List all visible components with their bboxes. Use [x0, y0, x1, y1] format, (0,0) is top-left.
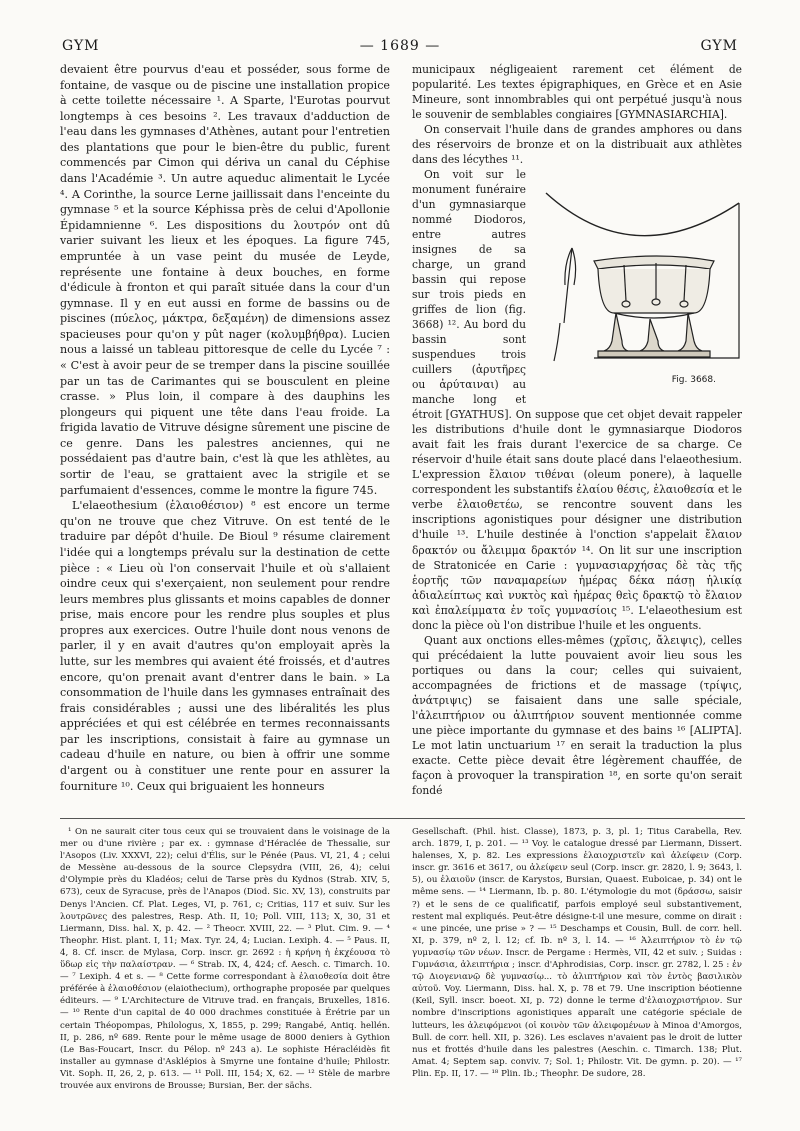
right-column: [412, 62, 742, 798]
figure-3668: [534, 173, 746, 393]
basin-illustration: [534, 173, 746, 373]
paragraph: municipaux négligeaient rarement cet élément de popularité. Les textes épigraphiques, en Grèce et en Asie Mineure, sont innombrables qui ont perpétué jusqu'à nous le souvenir de semblables congiaires [GYMNASIARCHIA].: [412, 63, 742, 122]
header-left: GYM: [62, 38, 100, 54]
paragraph: devaient être pourvus d'eau et posséder, sous forme de fontaine, de vasque ou de piscine une installation propice à cette toilette nécessaire ¹. A Sparte, l'Eurotas pourvut longtemps à ces besoins ². Les travaux d'adduction de l'eau dans les gymnases d'Athènes, autant pour l'entretien des plantations que pour le bien-être du public, furent commencés par Cimon qui dériva un canal du Céphise dans l'Académie ³. Un autre aqueduc alimentait le Lycée ⁴. A Corinthe, la source Lerne jaillissait dans l'enceinte du gymnase ⁵ et la source Képhissa près de celui d'Apollonie Épidamnienne ⁶. Les dispositions du λουτρόν ont dû varier suivant les lieux et les époques. La figure 745, empruntée à un vase peint du musée de Leyde, représente une fontaine à deux bouches, en forme d'édicule à fronton et qui paraît située dans la cour d'un gymnase. Il y en eut aussi en forme de bassins ou de piscines (πύελος, μάκτρα, δεξαμένη) de dimensions assez spacieuses pour qu'on y pût nager (κολυμβήθρα). Lucien nous a laissé un tableau pittoresque de celle du Lycée ⁷ : « C'est à avoir peur de se tremper dans la piscine souillée par un tas de Carimantes qui se bousculent en pleine crasse. » Plus loin, il compare à des dauphins les plongeurs qui piquent une tête dans l'eau froide. La frigida lavatio de Vitruve désigne sûrement une piscine de ce genre. Dans les palestres anciennes, qui ne possédaient pas d'autre bain, c'est là que les athlètes, au sortir de l'eau, se grattaient avec la strigile et se parfumaient d'essences, comme le montre la figure 745.: [60, 63, 390, 497]
paragraph: L'elaeothesium (ἐλαιοθέσιον) ⁸ est encore un terme qu'on ne trouve que chez Vitruve. On est tenté de le traduire par dépôt d'huile. De Bioul ⁹ résume clairement l'idée qui a longtemps prévalu sur la destination de cette pièce : « Lieu où l'on conservait l'huile et où s'allaient oindre ceux qui s'exerçaient, non seulement pour rendre leurs membres plus glissants et moins capables de donner prise, mais encore pour les rendre plus souples et plus propres aux exercices. Outre l'huile dont nous venons de parler, il y en avait d'autres qu'on employait après la lutte, sur les membres qui avaient été froissés, et d'autres encore, qu'on prenait avant d'entrer dans le bain. » La consommation de l'huile dans les gymnases entraînait des frais considérables ; aussi une des libéralités les plus appréciées et qui est célébrée en termes reconnaissants par les inscriptions, consistait à faire au gymnase un cadeau d'huile en nature, ou bien à offrir une somme d'argent ou à constituer une rente pour en assurer la fourniture ¹⁰. Ceux qui briguaient les honneurs: [60, 499, 390, 793]
page-number: — 1689 —: [359, 38, 441, 54]
running-head: [62, 38, 738, 54]
header-right: GYM: [700, 38, 738, 54]
paragraph: Quant aux onctions elles-mêmes (χρῖσις, ἄλειψις), celles qui précédaient la lutte pouvaient avoir lieu sous les portiques ou dans la cour; celles qui suivaient, accompagnées de frictions et de massage (τρίψις, ἀνάτριψις) se faisaient dans une salle spéciale, l'ἀλειπτήριον ou ἀλιπτήριον souvent mentionnée comme une pièce importante du gymnase et des bains ¹⁶ [ALIPTA]. Le mot latin unctuarium ¹⁷ en serait la traduction la plus exacte. Cette pièce devait être légèrement chauffée, de façon à provoquer la transpiration ¹⁸, en sorte qu'on serait fondé: [412, 633, 742, 797]
footnotes-left: [60, 826, 390, 1092]
figure-caption: Fig. 3668.: [671, 375, 716, 386]
footnotes-right: [412, 826, 742, 1080]
footnote-block: Gesellschaft. (Phil. hist. Classe), 1873, p. 3, pl. 1; Titus Carabella, Rev. arch. 1879, I, p. 201. — ¹³ Voy. le catalogue dressé par Liermann, Dissert. halenses, X, p. 82. Les expressions ἐλαιοχριστεῖν καὶ ἀλείφειν (Corp. inscr. gr. 3616 et 3617, ou ἀλείφειν seul (Corp. inscr. gr. 2820, l. 9; 3643, l. 5), ou ἐλαιοῦν (inscr. de Karystos, Bursian, Quaest. Euboicae, p. 34) ont le même sens. — ¹⁴ Liermann, Ib. p. 80. L'étymologie du mot (δράσσω, saisir ?) et le sens de ce qualificatif, parfois employé seul substantivement, restent mal expliqués. Peut-être désigne-t-il une mesure, comme on dirait : « une pincée, une prise » ? — ¹⁵ Deschamps et Cousin, Bull. de corr. hell. XI, p. 379, nº 2, l. 12; cf. Ib. nº 3, l. 14. — ¹⁶ Ἀλειπτήριον τὸ ἐν τῷ γυμνασίῳ τῶν νέων. Inscr. de Pergame : Hermès, VII, 42 et suiv. ; Suidas : Γυμνάσια, ἀλειπτήρια ; inscr. d'Aphrodisias, Corp. inscr. gr. 2782, l. 25 : ἐν τῷ Διογενιανῷ δὲ γυμνασίῳ... τὸ ἀλιπτήριον καὶ τὸν ἐντὸς βασιλικὸν αὐτοῦ. Voy. Liermann, Diss. hal. X, p. 78 et 79. Une inscription béotienne (Keil, Syll. inscr. boeot. XI, p. 72) donne le terme d'ἐλαιοχριστήριον. Sur nombre d'inscriptions agonistiques apparaît une catégorie spéciale de lutteurs, les ἀλειφόμενοι (οἱ κοινὸν τῶν ἀλειφομένων à Minoa d'Amorgos, Bull. de corr. hell. XII, p. 326). Les esclaves n'avaient pas le droit de lutter nus et frottés d'huile dans les palestres (Aeschin. c. Timarch. 138; Plut. Amat. 4; Septem sap. conviv. 7; Sol. 1; Philostr. Vit. De gymn. p. 20). — ¹⁷ Plin. Ep. II, 17. — ¹⁸ Plin. Ib.; Theophr. De sudore, 28.: [412, 827, 742, 1079]
left-column: [60, 62, 390, 794]
paragraph: On conservait l'huile dans de grandes amphores ou dans des réservoirs de bronze et on la distribuait aux athlètes dans des lécythes ¹¹.: [412, 123, 742, 167]
footnote-block: ¹ On ne saurait citer tous ceux qui se trouvaient dans le voisinage de la mer ou d'une rivière ; par ex. : gymnase d'Héraclée de Thessalie, sur l'Asopos (Liv. XXXVI, 22); celui d'Élis, sur le Pénée (Paus. VI, 21, 4 ; celui de Messène au-dessous de la source Clepsydra (VIII, 26, 4); celui d'Olympie près du Kladéos; celui de Tarse près du Kydnos (Strab. XIV, 5, 673), ceux de Syracuse, près de l'Anapos (Diod. Sic. XV, 13), construits par Denys l'Ancien. Cf. Plat. Leges, VI, p. 761, c; Critias, 117 et suiv. Sur les λουτρῶνες des palestres, Resp. Ath. II, 10; Poll. VIII, 113; X, 30, 31 et Liermann, Diss. hal. X, p. 42. — ² Theocr. XVIII, 22. — ³ Plut. Cim. 9. — ⁴ Theophr. Hist. plant. I, 11; Max. Tyr. 24, 4; Lucian. Lexiph. 4. — ⁵ Paus. II, 4, 8. Cf. inscr. de Mylasa, Corp. inscr. gr. 2692 : ἡ κρήνη ἡ ἐκχέουσα τὸ ὕδωρ εἰς τὴν παλαίστραν. — ⁶ Strab. IX, 4, 424; cf. Aesch. c. Timarch. 10. — ⁷ Lexiph. 4 et s. — ⁸ Cette forme correspondant à ἐλαιοθεσία doit être préférée à ἐλαιοθέσιον (elaiothecium), orthographe proposée par quelques éditeurs. — ⁹ L'Architecture de Vitruve trad. en français, Bruxelles, 1816. — ¹⁰ Rente d'un capital de 40 000 drachmes constituée à Érétrie par un certain Théopompas, Philologus, X, 1855, p. 299; Rangabé, Antiq. hellén. II, p. 286, nº 689. Rente pour le même usage de 8000 deniers à Gythion (Le Bas-Foucart, Inscr. du Pélop. nº 243 a). Le sophiste Héracléidès fit installer au gymnase d'Asklépios à Smyrne une fontaine d'huile; Philostr. Vit. Soph. II, 26, 2, p. 613. — ¹¹ Poll. III, 154; X, 62. — ¹² Stèle de marbre trouvée aux environs de Brousse; Bursian, Ber. der sächs.: [60, 827, 390, 1091]
footnote-rule: [60, 818, 745, 819]
paragraph: On voit sur le monument funéraire d'un gymnasiarque nommé Diodoros, entre autres insignes de sa charge, un grand bassin qui repose sur trois pieds en griffes de lion (fig. 3668) ¹². Au bord du bassin sont suspendues trois cuillers (ἀρυτῆρες ou ἀρύταιναι) au manche long et étroit [GYATHUS]. On suppose que cet objet devait rappeler les distributions d'huile dont le gymnasiarque Diodoros avait fait les frais durant l'exercice de sa charge. Ce réservoir d'huile était sans doute placé dans l'elaeothesium. L'expression ἔλαιον τιθέναι (oleum ponere), à laquelle correspondent les substantifs ἐλαίου θέσις, ἐλαιοθεσία et le verbe ἐλαιοθετέω, se rencontre souvent dans les inscriptions agonistiques pour désigner une distribution d'huile ¹³. L'huile destinée à l'onction s'appelait ἔλαιον δρακτόν ou ἄλειμμα δρακτόν ¹⁴. On lit sur une inscription de Stratonicée en Carie : γυμνασιαρχήσας δὲ τὰς τῆς ἑορτῆς τῶν παναμαρείων ἡμέρας δέκα πάσῃ ἡλικίᾳ ἀδιαλείπτως καὶ νυκτὸς καὶ ἡμέρας θεὶς δρακτῷ τὸ ἔλαιον καὶ ἐπαλείμματα ἐν τοῖς γυμνασίοις ¹⁵. L'elaeothesium est donc la pièce où l'on distribue l'huile et les onguents.: [412, 168, 742, 632]
